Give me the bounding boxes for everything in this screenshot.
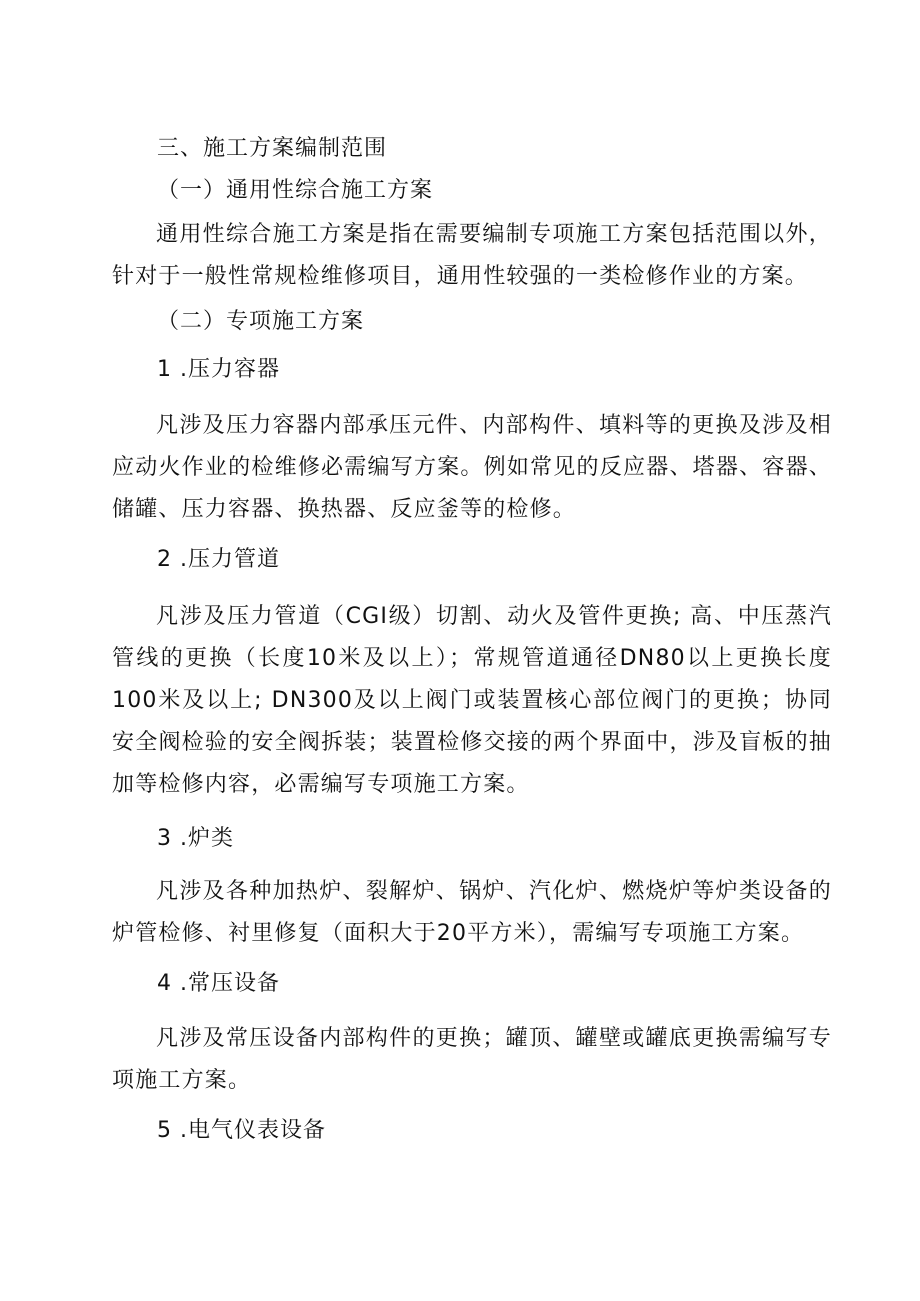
item-title-atmospheric-equipment: 4 .常压设备 <box>157 971 280 996</box>
item-title-electrical-instrument: 5 .电气仪表设备 <box>157 1118 326 1143</box>
item-text-pressure-pipe: 凡涉及压力管道（CGI级）切割、动火及管件更换; 高、中压蒸汽管线的更换（长度10米及以上）；常规管道通径DN80以上更换长度100米及以上; DN300及以上阀门或装置核心部位阀门的更换；协同安全阀检验的安全阀拆装；装置检修交接的两个界面中，涉及盲板的抽加等检修内容，必需编写专项施工方案。 <box>112 604 832 797</box>
paragraph-general-plan: 通用性综合施工方案是指在需要编制专项施工方案包括范围以外，针对于一般性常规检维修项目，通用性较强的一类检修作业的方案。 <box>112 222 832 289</box>
item-text-furnace: 凡涉及各种加热炉、裂解炉、锅炉、汽化炉、燃烧炉等炉类设备的炉管检修、衬里修复（面积大于20平方米），需编写专项施工方案。 <box>112 879 832 946</box>
item-text-atmospheric-equipment: 凡涉及常压设备内部构件的更换；罐顶、罐壁或罐底更换需编写专项施工方案。 <box>112 1026 832 1093</box>
subsection-heading-general: （一）通用性综合施工方案 <box>157 178 434 203</box>
item-title-pressure-pipe: 2 .压力管道 <box>157 547 280 572</box>
item-title-pressure-vessel: 1 .压力容器 <box>157 357 280 382</box>
subsection-heading-special: （二）专项施工方案 <box>157 309 365 334</box>
item-title-furnace: 3 .炉类 <box>157 826 234 851</box>
section-heading: 三、施工方案编制范围 <box>157 136 388 161</box>
item-text-pressure-vessel: 凡涉及压力容器内部承压元件、内部构件、填料等的更换及涉及相应动火作业的检维修必需编写方案。例如常见的反应器、塔器、容器、储罐、压力容器、换热器、反应釜等的检修。 <box>112 413 832 522</box>
